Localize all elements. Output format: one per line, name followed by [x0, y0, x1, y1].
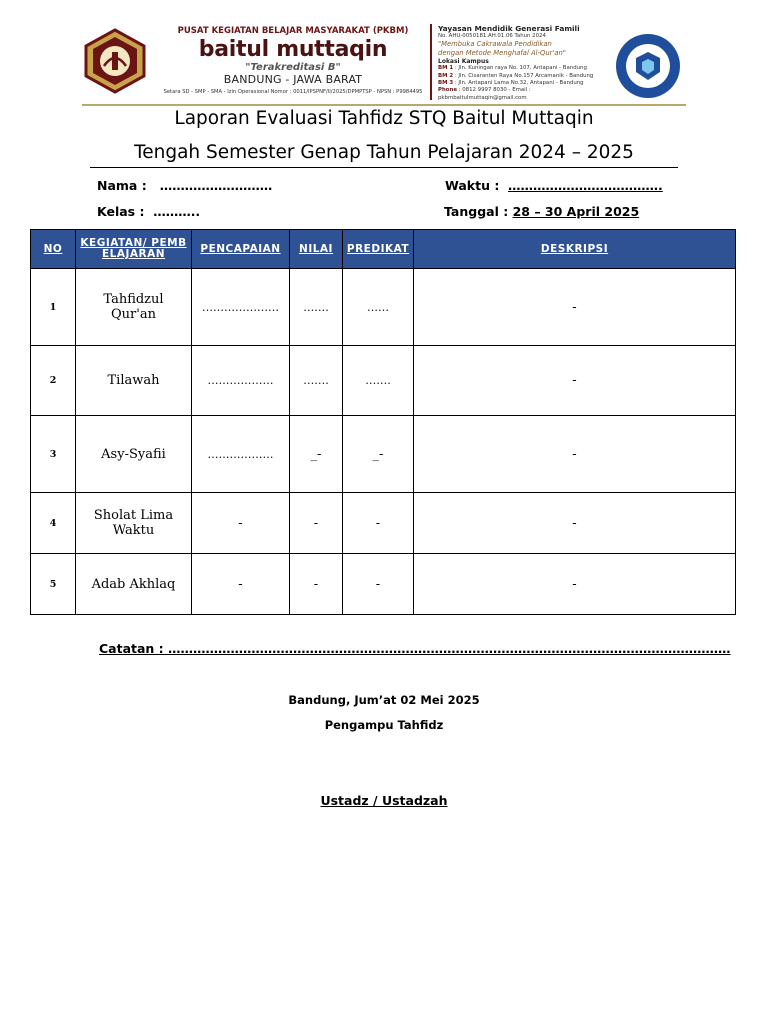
header-deskripsi: DESKRIPSI — [414, 230, 736, 269]
kelas-value: ……….. — [153, 204, 201, 219]
row-pencapaian: ……………… — [192, 416, 290, 493]
table-row — [31, 493, 736, 554]
row-nilai: - — [290, 493, 343, 554]
table-header-row — [31, 230, 736, 269]
row-deskripsi: - — [414, 554, 736, 615]
letterhead — [82, 22, 686, 106]
waktu-label: Waktu : — [445, 178, 500, 193]
evaluation-table — [30, 229, 736, 615]
row-predikat: _- — [343, 416, 414, 493]
foundation-info — [438, 24, 618, 102]
row-predikat: - — [343, 554, 414, 615]
slogan-line-1: "Membuka Cakrawala Pendidikan — [438, 40, 552, 49]
row-no: 3 — [31, 416, 76, 493]
row-no: 1 — [31, 269, 76, 346]
yayasan-logo-icon — [614, 32, 682, 100]
row-predikat: ……. — [343, 346, 414, 416]
header-no: NO — [31, 230, 76, 269]
kelas-label: Kelas : — [97, 204, 145, 219]
slogan-line-2: dengan Metode Menghafal Al-Qur'an" — [438, 48, 566, 57]
row-pencapaian: ………………… — [192, 269, 290, 346]
report-title: Laporan Evaluasi Tahfidz STQ Baitul Muttaqin — [174, 108, 594, 129]
waktu-field — [445, 178, 663, 193]
row-kegiatan: Asy-Syafii — [76, 416, 192, 493]
header-predikat: PREDIKAT — [343, 230, 414, 269]
row-no: 5 — [31, 554, 76, 615]
letterhead-rule — [82, 104, 686, 106]
row-deskripsi: - — [414, 493, 736, 554]
kelas-field — [97, 204, 200, 219]
row-kegiatan: Tilawah — [76, 346, 192, 416]
row-deskripsi: - — [414, 416, 736, 493]
signer-role: Pengampu Tahfidz — [324, 718, 444, 732]
header-pencapaian: PENCAPAIAN — [192, 230, 290, 269]
title-rule — [90, 167, 678, 168]
row-nilai: - — [290, 554, 343, 615]
campus-bm1: BM 1 : Jln. Kuningan raya No. 107, Antapani - Bandung — [438, 65, 587, 72]
row-no: 2 — [31, 346, 76, 416]
nama-field — [97, 178, 272, 193]
contact-line: Phone : 0812 9997 8030 - Email : pkbmbaitulmuttaqin@gmail.com — [438, 87, 531, 101]
table-row — [31, 416, 736, 493]
campus-bm2: BM 2 : Jln. Cisaranten Raya No.157 Arcamanik - Bandung — [438, 72, 594, 79]
row-pencapaian: - — [192, 493, 290, 554]
foundation-number: No. AHU-0050181.AH.01.06 Tahun 2024 — [438, 33, 546, 39]
letterhead-center — [162, 22, 424, 95]
registration-line: Setara SD - SMP - SMA - Izin Operasional Nomor : 0011/IPSPNF/II/2025/DPMPTSP - NPSN : P9984495 — [163, 89, 423, 95]
waktu-value: ………………………………. — [508, 178, 663, 193]
tanggal-field — [444, 204, 639, 219]
row-deskripsi: - — [414, 269, 736, 346]
place-date: Bandung, Jum’at 02 Mei 2025 — [288, 693, 480, 707]
signer-name: Ustadz / Ustadzah — [320, 793, 448, 808]
letterhead-divider — [430, 24, 432, 100]
row-predikat: - — [343, 493, 414, 554]
row-predikat: …… — [343, 269, 414, 346]
accreditation: "Terakreditasi B" — [245, 62, 341, 73]
tanggal-value: 28 – 30 April 2025 — [512, 204, 640, 219]
org-city: BANDUNG - JAWA BARAT — [223, 73, 363, 86]
row-nilai: ……. — [290, 269, 343, 346]
report-subtitle: Tengah Semester Genap Tahun Pelajaran 2024 – 2025 — [134, 142, 634, 163]
row-pencapaian: - — [192, 554, 290, 615]
row-no: 4 — [31, 493, 76, 554]
row-deskripsi: - — [414, 346, 736, 416]
baitul-muttaqin-logo-icon — [82, 28, 148, 94]
table-row — [31, 554, 736, 615]
org-name: baitul muttaqin — [198, 37, 388, 62]
header-nilai: NILAI — [290, 230, 343, 269]
header-kegiatan: KEGIATAN/ PEMBELAJARAN — [76, 230, 192, 269]
campus-bm3: BM 3 : Jln. Antapani Lama No.32, Antapani - Bandung — [438, 80, 584, 87]
nama-label: Nama : — [97, 178, 147, 193]
row-pencapaian: ……………… — [192, 346, 290, 416]
row-nilai: ……. — [290, 346, 343, 416]
table-row — [31, 346, 736, 416]
nama-value: ……………………… — [159, 178, 273, 193]
tanggal-label: Tanggal : — [444, 204, 509, 219]
table-row — [31, 269, 736, 346]
catatan-line: Catatan : ……………………………………………………………………………………………………………………… — [99, 641, 731, 656]
row-nilai: _- — [290, 416, 343, 493]
lokasi-title: Lokasi Kampus — [438, 57, 489, 65]
row-kegiatan: Tahfidzul Qur'an — [76, 269, 192, 346]
row-kegiatan: Adab Akhlaq — [76, 554, 192, 615]
row-kegiatan: Sholat Lima Waktu — [76, 493, 192, 554]
foundation-name: Yayasan Mendidik Generasi Famili — [438, 24, 580, 33]
org-line: PUSAT KEGIATAN BELAJAR MASYARAKAT (PKBM) — [177, 26, 409, 36]
